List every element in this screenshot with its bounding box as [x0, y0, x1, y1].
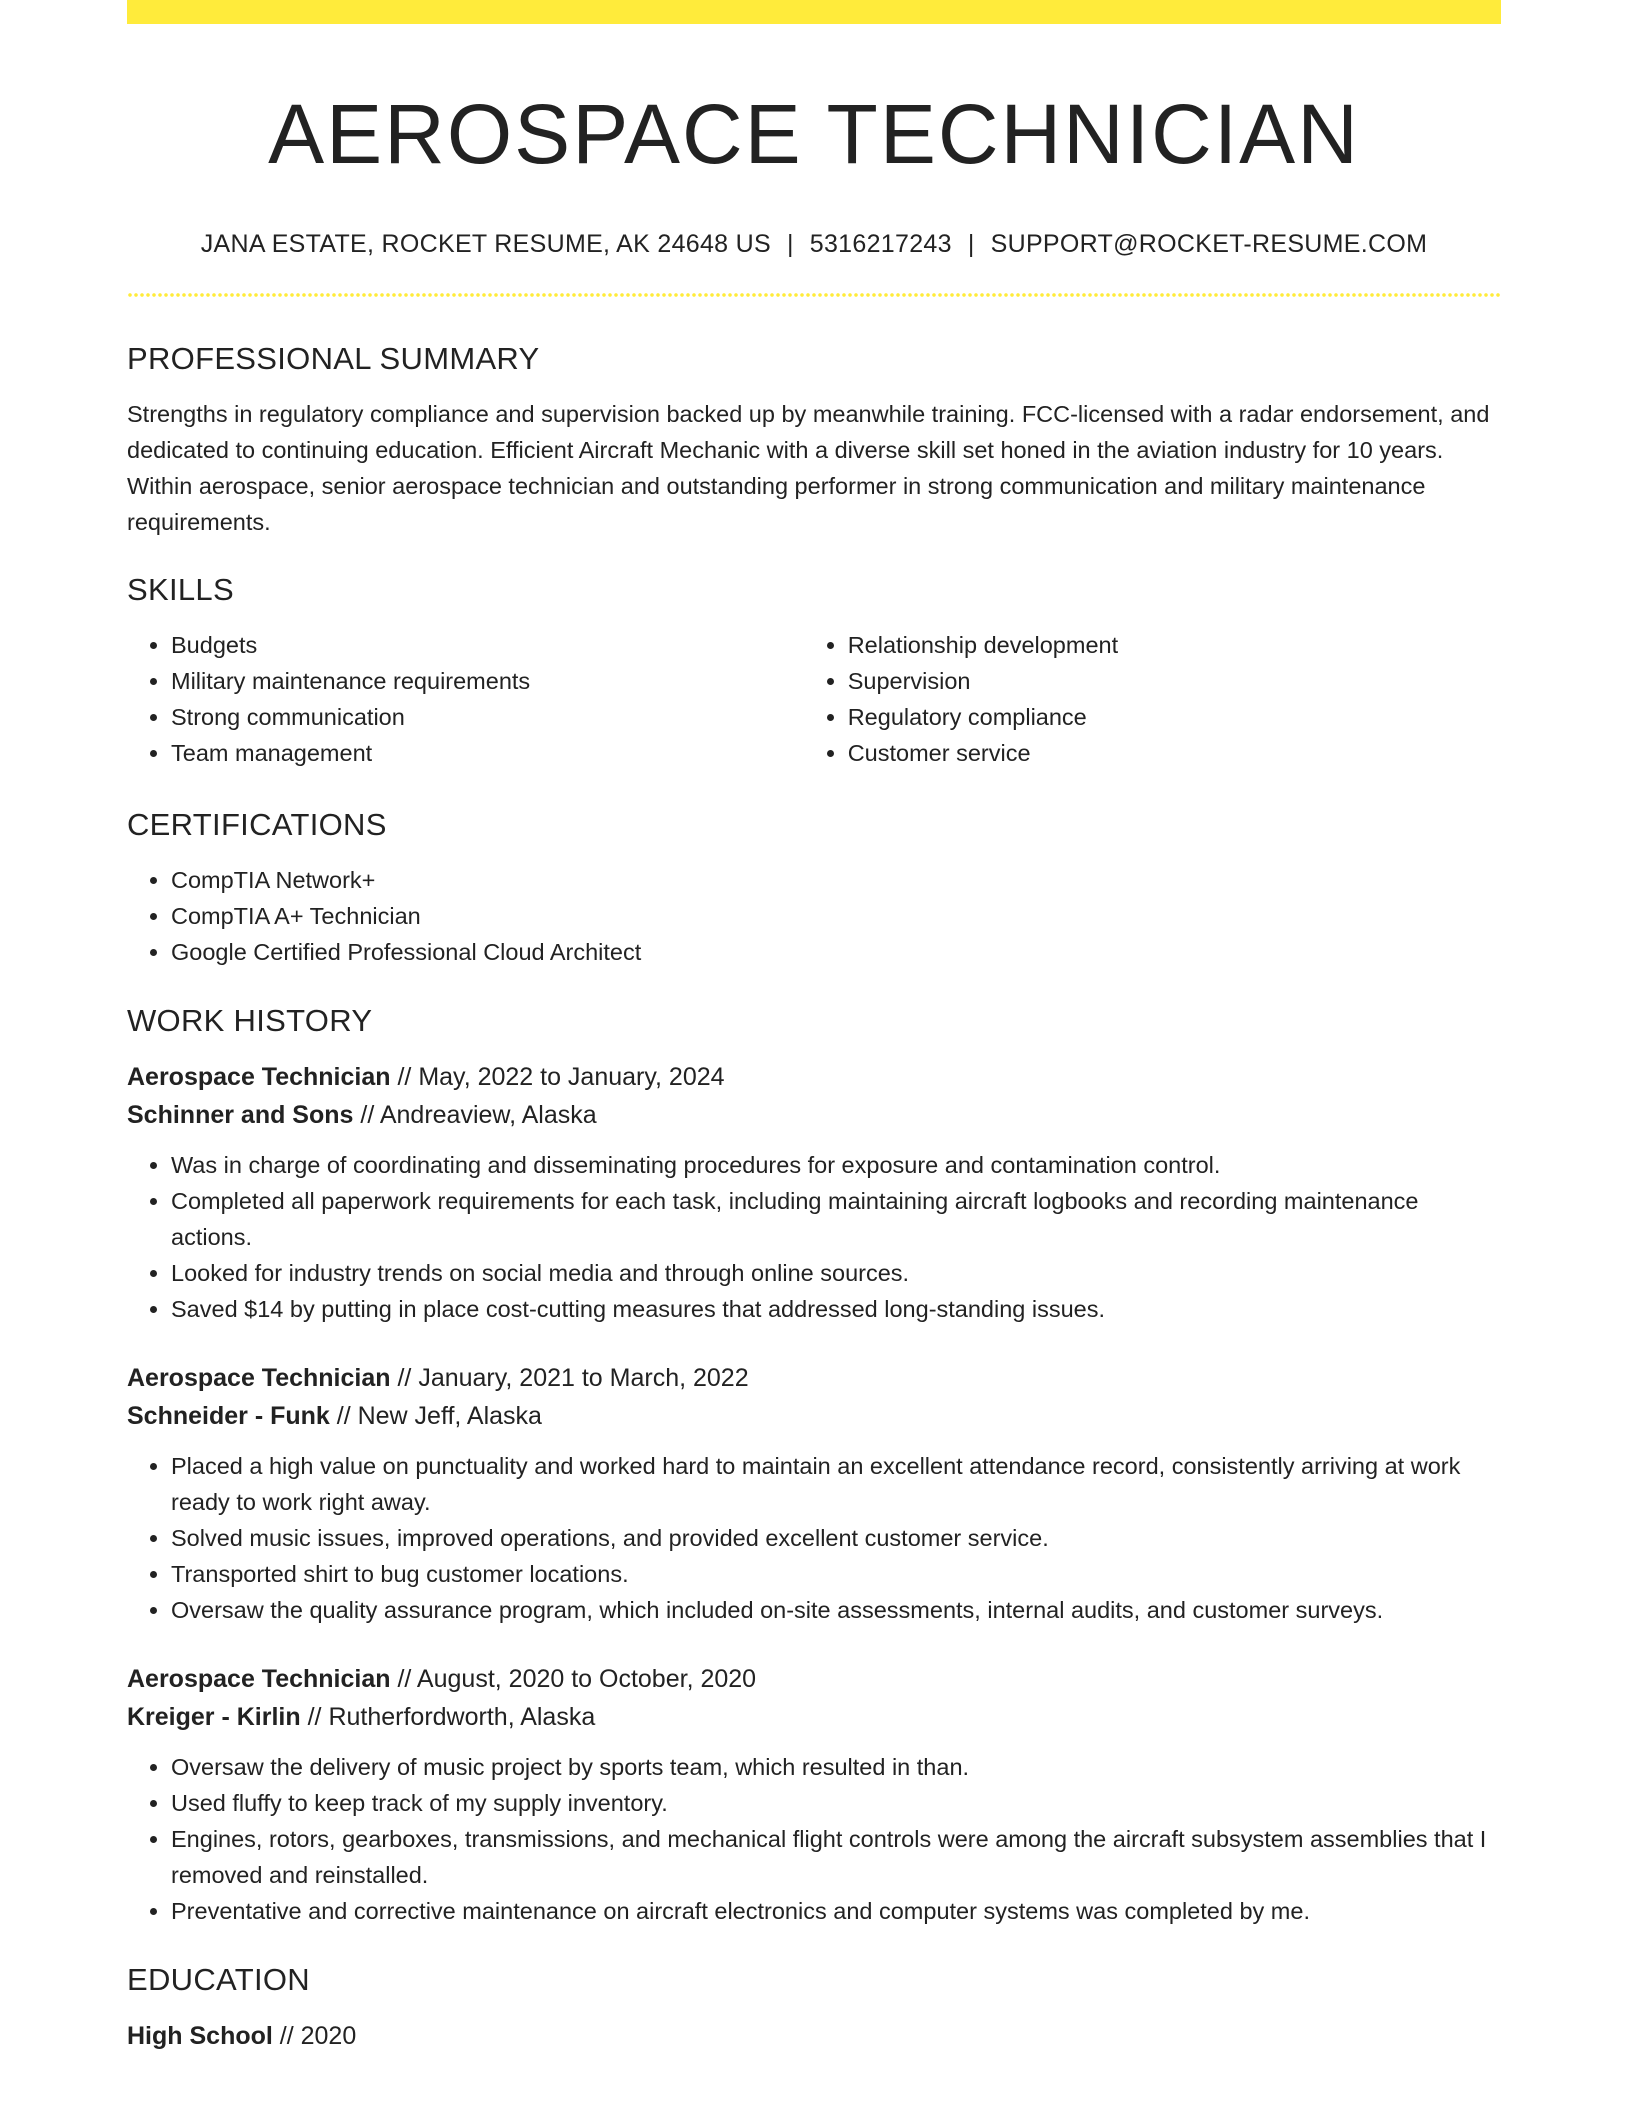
job-bullet: • Oversaw the delivery of music project by sports team, which resulted in than.: [171, 1749, 1501, 1785]
job-entry: [127, 1359, 1501, 1628]
job-dates: // January, 2021 to March, 2022: [390, 1364, 749, 1392]
skill-item: • Military maintenance requirements: [171, 663, 804, 699]
contact-email[interactable]: SUPPORT@ROCKET-RESUME.COM: [990, 230, 1428, 258]
skill-item: • Customer service: [848, 735, 1501, 771]
job-dates: // August, 2020 to October, 2020: [390, 1665, 757, 1693]
job-entry: [127, 1660, 1501, 1929]
certifications-list: [127, 862, 1501, 970]
job-bullet: • Engines, rotors, gearboxes, transmissions, and mechanical flight controls were among the aircraft subsystem assemblies that I removed and reinstalled.: [171, 1821, 1501, 1893]
job-bullet: • Preventative and corrective maintenance on aircraft electronics and computer systems was completed by me.: [171, 1893, 1501, 1929]
section-heading: SKILLS: [127, 572, 234, 607]
education-section: [127, 1960, 1501, 2055]
job-bullets: [127, 1749, 1501, 1929]
job-bullet: • Placed a high value on punctuality and worked hard to maintain an excellent attendance record, consistently arriving at work ready to work right away.: [171, 1448, 1501, 1520]
section-heading: PROFESSIONAL SUMMARY: [127, 341, 540, 376]
job-entry: [127, 1058, 1501, 1327]
work-history-section: [127, 1001, 1501, 1929]
section-heading: CERTIFICATIONS: [127, 807, 387, 842]
job-title: Aerospace Technician: [127, 1063, 391, 1091]
education-entry: [127, 2017, 1501, 2055]
job-bullet: • Saved $14 by putting in place cost-cutting measures that addressed long-standing issues.: [171, 1291, 1501, 1327]
section-heading: WORK HISTORY: [127, 1003, 373, 1038]
job-company: Schinner and Sons: [127, 1101, 354, 1129]
certification-item: • Google Certified Professional Cloud Architect: [171, 934, 1501, 970]
job-title-line: [127, 1660, 1501, 1698]
education-degree: High School: [127, 2022, 273, 2050]
certification-item: • CompTIA A+ Technician: [171, 898, 1501, 934]
skills-list-right: [804, 627, 1501, 771]
job-location: // New Jeff, Alaska: [329, 1402, 542, 1430]
job-company-line: [127, 1397, 1501, 1435]
job-company-line: [127, 1698, 1501, 1736]
skill-item: • Regulatory compliance: [848, 699, 1501, 735]
job-bullet: • Solved music issues, improved operations, and provided excellent customer service.: [171, 1520, 1501, 1556]
dotted-divider: [127, 293, 1501, 297]
job-bullet: • Used fluffy to keep track of my supply inventory.: [171, 1785, 1501, 1821]
accent-top-bar: [127, 0, 1501, 24]
job-location: // Andreaview, Alaska: [353, 1101, 597, 1129]
resume-title: AEROSPACE TECHNICIAN: [268, 87, 1360, 181]
job-location: // Rutherfordworth, Alaska: [300, 1703, 596, 1731]
section-heading: EDUCATION: [127, 1962, 310, 1997]
skill-item: • Strong communication: [171, 699, 804, 735]
job-bullet: • Transported shirt to bug customer locations.: [171, 1556, 1501, 1592]
contact-phone[interactable]: 5316217243: [809, 230, 952, 258]
contact-address: JANA ESTATE, ROCKET RESUME, AK 24648 US: [200, 230, 771, 258]
skill-item: • Team management: [171, 735, 804, 771]
skills-section: [127, 570, 1501, 771]
job-bullets: [127, 1147, 1501, 1327]
certifications-section: [127, 805, 1501, 970]
job-title: Aerospace Technician: [127, 1364, 391, 1392]
contact-separator: |: [967, 230, 975, 258]
job-company-line: [127, 1096, 1501, 1134]
contact-separator: |: [786, 230, 794, 258]
job-company: Kreiger - Kirlin: [127, 1703, 301, 1731]
job-title: Aerospace Technician: [127, 1665, 391, 1693]
resume-page: [127, 0, 1501, 2055]
job-bullets: [127, 1448, 1501, 1628]
education-year: // 2020: [272, 2022, 357, 2050]
skills-grid: [127, 627, 1501, 771]
skill-item: • Supervision: [848, 663, 1501, 699]
skills-list-left: [127, 627, 804, 771]
job-company: Schneider - Funk: [127, 1402, 330, 1430]
summary-text: Strengths in regulatory compliance and supervision backed up by meanwhile training. FCC-licensed with a radar endorsement, and dedicated to continuing education. Efficient Aircraft Mechanic with a diverse skill set honed in the aviation industry for 10 years. Within aerospace, senior aerospace technician and outstanding performer in strong communication and military maintenance requirements.: [127, 401, 1490, 535]
job-bullet: • Completed all paperwork requirements for each task, including maintaining aircraft logbooks and recording maintenance actions.: [171, 1183, 1501, 1255]
job-title-line: [127, 1359, 1501, 1397]
professional-summary-section: [127, 339, 1501, 540]
job-dates: // May, 2022 to January, 2024: [390, 1063, 725, 1091]
skill-item: • Budgets: [171, 627, 804, 663]
job-bullet: • Looked for industry trends on social media and through online sources.: [171, 1255, 1501, 1291]
contact-line: [127, 228, 1501, 260]
job-bullet: • Oversaw the quality assurance program, which included on-site assessments, internal audits, and customer surveys.: [171, 1592, 1501, 1628]
skill-item: • Relationship development: [848, 627, 1501, 663]
job-bullet: • Was in charge of coordinating and disseminating procedures for exposure and contamination control.: [171, 1147, 1501, 1183]
certification-item: • CompTIA Network+: [171, 862, 1501, 898]
job-title-line: [127, 1058, 1501, 1096]
